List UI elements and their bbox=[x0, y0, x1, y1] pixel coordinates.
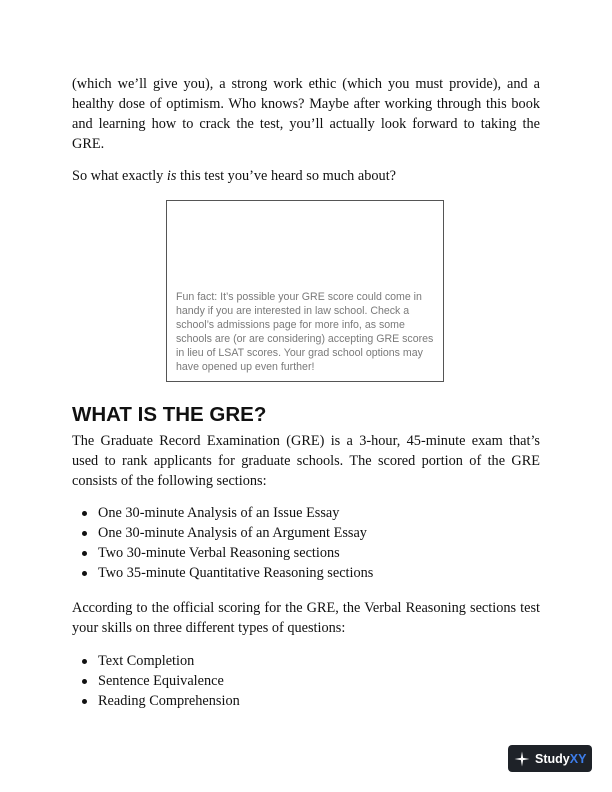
sections-list bbox=[76, 503, 373, 583]
list-item: One 30-minute Analysis of an Argument Essay bbox=[76, 523, 373, 543]
question-text-before: So what exactly bbox=[72, 168, 167, 184]
question-types-list bbox=[76, 651, 240, 711]
list-item: One 30-minute Analysis of an Issue Essay bbox=[76, 503, 373, 523]
question-emphasis: is bbox=[166, 168, 177, 184]
scoring-paragraph: According to the official scoring for the GRE, the Verbal Reasoning sections test your skills on three different types of questions: bbox=[72, 600, 540, 636]
watermark-brand-accent: XY bbox=[569, 751, 587, 766]
fun-fact-callout bbox=[166, 200, 444, 382]
callout-text: Fun fact: It’s possible your GRE score could come in handy if you are interested in law school. Check a school’s admissions page for more info, as some schools are (or are considering) accepting GRE scores in lieu of LSAT scores. Your grad school options may have opened up even further! bbox=[176, 291, 434, 374]
question-text-after: this test you’ve heard so much about? bbox=[176, 168, 397, 184]
question-paragraph bbox=[72, 166, 540, 186]
watermark-brand-main: Study bbox=[535, 751, 570, 766]
gre-description: The Graduate Record Examination (GRE) is a 3-hour, 45-minute exam that’s used to rank applicants for graduate schools. The scored portion of the GRE consists of the following sections: bbox=[72, 433, 540, 489]
list-item: Text Completion bbox=[76, 651, 240, 671]
section-heading: WHAT IS THE GRE? bbox=[72, 403, 267, 426]
intro-paragraph: (which we’ll give you), a strong work ethic (which you must provide), and a healthy dose of optimism. Who knows? Maybe after working through this book and learning how to crack the test, you’ll actually look forward to taking the GRE. bbox=[72, 76, 540, 152]
list-item: Reading Comprehension bbox=[76, 691, 240, 711]
list-item: Sentence Equivalence bbox=[76, 671, 240, 691]
sparkle-icon bbox=[514, 751, 530, 767]
list-item: Two 30-minute Verbal Reasoning sections bbox=[76, 543, 373, 563]
studyxy-watermark[interactable] bbox=[508, 745, 592, 772]
list-item: Two 35-minute Quantitative Reasoning sections bbox=[76, 563, 373, 583]
